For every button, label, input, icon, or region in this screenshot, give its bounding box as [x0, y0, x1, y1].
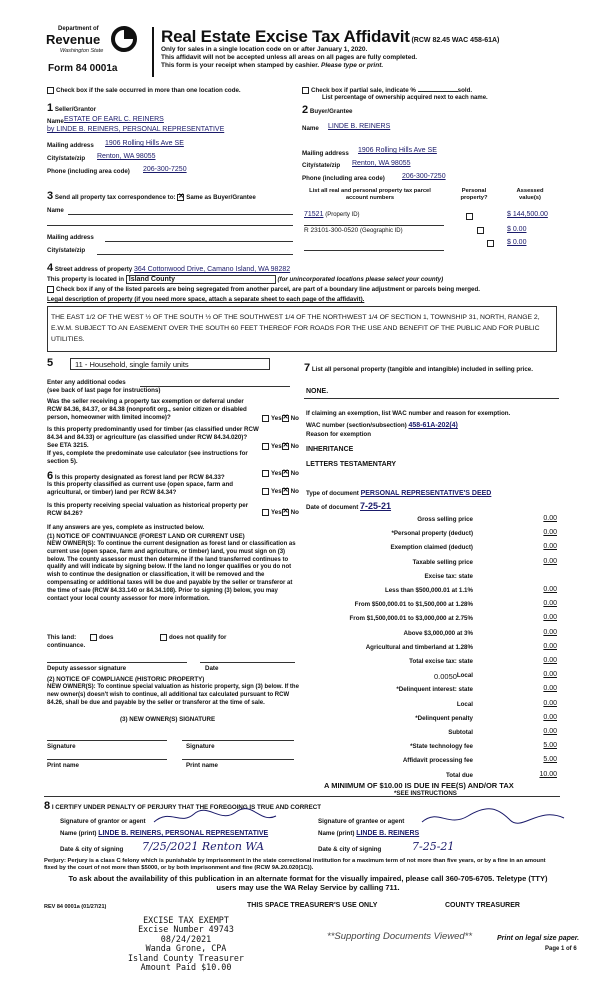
buyer-phone-label: Phone (including area code): [302, 175, 385, 182]
current-use-no-checkbox[interactable]: [282, 488, 289, 495]
street-label: Street address of property: [54, 266, 133, 273]
seller-phone-label: Phone (including area code): [47, 168, 130, 175]
doi-logo-icon: [111, 26, 137, 52]
personal-prop-checkbox-3[interactable]: [487, 240, 494, 247]
certify-text: I CERTIFY UNDER PENALTY OF PERJURY THAT THE FOREGOING IS TRUE AND CORRECT: [51, 804, 322, 811]
does-label: does: [99, 634, 114, 642]
stamp-line-1: EXCISE TAX EXEMPT: [143, 915, 229, 925]
calc-value[interactable]: 5.00: [543, 742, 557, 749]
multi-location-label: Check box if the sale occurred in more than one location code.: [56, 87, 241, 95]
calc-label: *Delinquent penalty: [415, 715, 473, 722]
corr-label: Send all property tax correspondence to:: [54, 194, 176, 201]
land-use-code-select[interactable]: 11 - Household, single family units: [70, 358, 270, 370]
grantor-print-name[interactable]: LINDE B. REINERS, PERSONAL REPRESENTATIVE: [98, 830, 269, 837]
reason-line-2[interactable]: LETTERS TESTAMENTARY: [306, 461, 397, 468]
multi-location-checkbox[interactable]: [47, 87, 54, 94]
state-label: Washington State: [60, 48, 104, 54]
reason-line-1[interactable]: INHERITANCE: [306, 446, 354, 453]
wac-label: WAC number (section/subsection): [306, 422, 407, 429]
buyer-name[interactable]: LINDE B. REINERS: [328, 123, 391, 130]
owner-sig-label-1: Signature: [47, 743, 76, 750]
dept-label: Department of: [58, 26, 99, 32]
personal-property-label: List all personal property (tangible and intangible) included in selling price.: [311, 366, 533, 373]
corr-name-line[interactable]: [68, 214, 293, 215]
exemption-question: Was the seller receiving a property tax exemption or deferral under RCW 84.36, 84.37, or 84.38 (nonprofit org., senior citizen or disabled person, homeowner with limited income)?: [47, 398, 247, 421]
calc-value[interactable]: 0.00: [543, 586, 557, 593]
historic-yes-checkbox[interactable]: [262, 509, 269, 516]
stamp-line-6: Amount Paid $10.00: [140, 962, 232, 973]
additional-codes-hint: (see back of last page for instructions): [47, 387, 161, 394]
forest-yes-label: Yes: [271, 470, 282, 478]
calc-label: Total due: [445, 772, 473, 779]
q2-yes-label: Yes: [271, 443, 282, 451]
q2-yes-checkbox[interactable]: [262, 443, 269, 450]
calc-value[interactable]: 0.00: [543, 671, 557, 678]
does-checkbox[interactable]: [90, 634, 97, 641]
parcels-header: List all real and personal property tax parcel account numbers: [309, 188, 431, 202]
grantor-date-label: Date & city of signing: [60, 846, 124, 853]
parcel-id-2[interactable]: R 23101-300-0520: [304, 227, 359, 234]
historic-no-checkbox[interactable]: [282, 509, 289, 516]
doc-type[interactable]: PERSONAL REPRESENTATIVE'S DEED: [360, 490, 492, 497]
parcel-row-1: [304, 211, 444, 220]
parcel-id-2-type: (Geographic ID): [359, 228, 403, 234]
legal-paper-note: Print on legal size paper.: [497, 935, 580, 942]
assessed-value-2[interactable]: $ 0.00: [507, 226, 527, 233]
calc-value[interactable]: 0.00: [543, 714, 557, 721]
does-not-label: does not qualify for: [169, 634, 227, 642]
q1-yes-checkbox[interactable]: [262, 415, 269, 422]
current-use-no-label: No: [290, 488, 299, 496]
owner-sig-label-2: Signature: [186, 743, 215, 750]
header-note-3b: Please type or print.: [321, 62, 384, 70]
revenue-logo: [46, 26, 146, 56]
local-rate: 0.0050: [434, 672, 457, 681]
calc-label: *State technology fee: [410, 743, 473, 750]
corr-city-line[interactable]: [97, 254, 293, 255]
same-as-buyer-label: Same as Buyer/Grantee: [186, 194, 256, 201]
calc-value[interactable]: 0.00: [543, 558, 557, 565]
parcel-id-1[interactable]: 71521: [304, 211, 324, 218]
s7-divider: [304, 398, 559, 399]
seller-mail[interactable]: 1906 Rolling Hills Ave SE: [105, 140, 184, 147]
current-use-question: Is this property classified as current use (open space, farm and agricultural, or timber) land per RCW 84.34?: [47, 481, 234, 496]
minimum-notice: A MINIMUM OF $10.00 IS DUE IN FEE(S) AND/OR TAX: [324, 781, 514, 790]
parcel-row-3-line[interactable]: [304, 250, 444, 251]
location-note: (for unincorporated locations please select your county): [277, 276, 444, 283]
forest-no-label: No: [290, 470, 299, 478]
rev-number: REV 84 0001a (01/27/21): [44, 904, 107, 910]
header-note-3: This form is your receipt when stamped by cashier.: [161, 62, 320, 70]
assessed-value-3[interactable]: $ 0.00: [507, 239, 527, 246]
calc-label: Agricultural and timberland at 1.28%: [365, 644, 473, 651]
q2-no-label: No: [290, 443, 299, 451]
calc-label: *Delinquent interest: state: [396, 686, 473, 693]
grantor-sig-label: Signature of grantor or agent: [60, 818, 146, 825]
legal-desc-label: Legal description of property (if you need more space, attach a separate sheet to each page of the affidavit).: [47, 296, 365, 303]
deputy-date-label: Date: [205, 665, 219, 672]
seller-name-1[interactable]: ESTATE OF EARL C. REINERS: [64, 116, 164, 123]
historic-yes-label: Yes: [271, 509, 282, 517]
grantee-print-name[interactable]: LINDE B. REINERS: [356, 830, 420, 837]
deputy-sig-label: Deputy assessor signature: [47, 665, 127, 672]
assessed-value-1[interactable]: $ 144,500.00: [507, 211, 548, 218]
treasurer-use: THIS SPACE TREASURER'S USE ONLY: [247, 902, 378, 909]
calc-label: Affidavit processing fee: [402, 757, 473, 764]
partial-sale-checkbox[interactable]: [302, 87, 309, 94]
seller-name-label: Name: [47, 118, 64, 125]
page-title: Real Estate Excise Tax Affidavit: [161, 27, 410, 46]
grantee-sig-label: Signature of grantee or agent: [318, 818, 405, 825]
calc-value[interactable]: 0.00: [543, 700, 557, 707]
stamp-line-2: Excise Number 49743: [138, 924, 234, 935]
stamp-line-4: Wanda Grone, CPA: [145, 943, 227, 954]
doc-date-label: Date of document: [306, 504, 359, 511]
q1-no-checkbox[interactable]: [282, 415, 289, 422]
treasurer-stamp: [126, 916, 246, 972]
corr-name-line-2[interactable]: [47, 225, 293, 226]
parcel-id-1-type: (Property ID): [325, 212, 360, 218]
corr-city-label: City/state/zip: [47, 247, 86, 254]
calc-value[interactable]: 10.00: [539, 771, 557, 778]
calc-value[interactable]: 0.00: [543, 685, 557, 692]
partial-sale-label: Check box if partial sale, indicate %: [311, 87, 416, 95]
calc-value[interactable]: 0.00: [543, 629, 557, 636]
notice-continuance-heading: (1) NOTICE OF CONTINUANCE (FOREST LAND OR CURRENT USE): [47, 533, 245, 540]
seller-phone[interactable]: 206-300-7250: [143, 166, 187, 173]
corr-mail-line[interactable]: [105, 241, 293, 242]
location-label: This property is located in: [47, 276, 125, 283]
segregated-label: Check box if any of the listed parcels are being segregated from another parcel, are part of a boundary line adjustment or parcels being merged.: [56, 286, 480, 294]
grantor-date-city[interactable]: 7/25/2021 Renton WA: [142, 840, 265, 853]
county-select[interactable]: Island County: [126, 275, 276, 284]
calc-label: Exemption claimed (deduct): [390, 544, 473, 551]
seller-mail-label: Mailing address: [47, 142, 94, 149]
deputy-signature-line[interactable]: [47, 662, 187, 663]
calc-label: From $1,500,000.01 to $3,000,000 at 2.75%: [349, 615, 473, 622]
alt-format-notice: To ask about the availability of this publication in an alternate format for the visually impaired, please call 360-705-6705. Teletype (TTY) users may use the WA Relay Service by calling 711.: [68, 874, 548, 892]
calc-label: Subtotal: [448, 729, 473, 736]
seller-heading: Seller/Grantor: [54, 106, 97, 113]
seller-city-label: City/state/zip: [47, 155, 86, 162]
s8-divider: [44, 796, 560, 797]
personal-prop-checkbox-1[interactable]: [466, 213, 473, 220]
county-treasurer: COUNTY TREASURER: [445, 902, 520, 909]
owner-print-label-1: Print name: [47, 762, 79, 769]
same-as-buyer-checkbox[interactable]: [177, 194, 184, 201]
continuance-label: continuance.: [47, 642, 86, 649]
buyer-city-label: City/state/zip: [302, 162, 341, 169]
see-instructions: *SEE INSTRUCTIONS: [394, 790, 457, 797]
perjury-notice: Perjury: Perjury is a class C felony which is punishable by imprisonment in the state correctional institution for a maximum term of not more than five years, or by a fine in an amount fixed by the court of not more than $5000, or by both imprisonment and fine (RCW 9A.20.020(1C)).: [44, 858, 546, 872]
seller-city[interactable]: Renton, WA 98055: [97, 153, 156, 160]
owner-sig-line-2[interactable]: [182, 740, 294, 741]
grantee-date[interactable]: 7-25-21: [412, 840, 455, 853]
header-divider: [152, 27, 154, 77]
form-number: Form 84 0001a: [48, 63, 118, 74]
calc-label: Above $3,000,000 at 3%: [403, 630, 473, 637]
personal-prop-checkbox-2[interactable]: [477, 227, 484, 234]
personal-property-value[interactable]: NONE.: [306, 388, 329, 395]
rcw-ref: (RCW 82.45 WAC 458-61A): [411, 37, 500, 44]
notice-compliance-heading: (2) NOTICE OF COMPLIANCE (HISTORIC PROPERTY): [47, 676, 205, 683]
forest-yes-checkbox[interactable]: [262, 470, 269, 477]
revenue-wordmark: Revenue: [46, 32, 101, 47]
personal-prop-header: Personal property?: [460, 188, 488, 202]
grantor-signature[interactable]: [150, 806, 280, 828]
pct-ownership-note: List percentage of ownership acquired next to each name.: [322, 95, 488, 101]
calc-label: *Personal property (deduct): [391, 530, 473, 537]
assessed-header: Assessed value(s): [516, 188, 544, 202]
historic-no-label: No: [290, 509, 299, 517]
current-use-yes-label: Yes: [271, 488, 282, 496]
segregated-checkbox[interactable]: [47, 286, 54, 293]
buyer-mail[interactable]: 1906 Rolling Hills Ave SE: [358, 147, 437, 154]
street-address[interactable]: 364 Cottonwood Drive, Camano Island, WA 98282: [133, 266, 291, 273]
current-use-yes-checkbox[interactable]: [262, 488, 269, 495]
calc-label: From $500,000.01 to $1,500,000 at 1.28%: [354, 601, 473, 608]
wac-number[interactable]: 458-61A-202(4): [408, 422, 458, 429]
does-not-checkbox[interactable]: [160, 634, 167, 641]
seller-name-2[interactable]: by LINDE B. REINERS, PERSONAL REPRESENTATIVE: [47, 126, 225, 133]
additional-codes-label: Enter any additional codes: [47, 379, 126, 386]
supporting-docs: **Supporting Documents Viewed**: [327, 931, 473, 942]
corr-name-label: Name: [47, 207, 64, 214]
calc-value[interactable]: 0.00: [543, 529, 557, 536]
calc-value[interactable]: 0.00: [543, 543, 557, 550]
calculator-note: If yes, complete the predominate use calculator (see instructions for section 5).: [47, 450, 248, 465]
grantor-print-label: Name (print): [60, 830, 97, 837]
notice-compliance-text: NEW OWNER(S): To continue special valuation as historic property, sign (3) below. If the new owner(s) doesn't wish to continue, all additional tax calculated pursuant to RCW 84.26, shall be due and payable by the seller or transferor at the time of sale.: [47, 684, 299, 706]
owner-sig-line-1[interactable]: [47, 740, 167, 741]
sold-label: sold.: [457, 87, 473, 95]
yes-instructions: If any answers are yes, complete as instructed below.: [47, 524, 205, 531]
owner-print-line-1[interactable]: [47, 759, 167, 760]
q2-no-checkbox[interactable]: [282, 443, 289, 450]
calc-value[interactable]: 0.00: [543, 515, 557, 522]
calc-label: Taxable selling price: [412, 559, 473, 566]
corr-mail-label: Mailing address: [47, 234, 94, 241]
additional-codes-line[interactable]: [140, 386, 290, 387]
calc-value[interactable]: 0.00: [543, 600, 557, 607]
q1-no-label: No: [290, 415, 299, 423]
page-number: Page 1 of 6: [545, 946, 577, 952]
calc-label: Less than $500,000.01 at 1.1%: [384, 587, 473, 594]
calc-label: Local: [456, 672, 473, 679]
q1-yes-label: Yes: [271, 415, 282, 423]
this-land-label: This land:: [47, 634, 77, 641]
notice-continuance-text: NEW OWNER(S): To continue the current designation as forest land or classification as current use (open space, farm and agriculture, or timber) land, you must sign on (3) below. The county assessor must then determine if the land transferred continues to qualify and will indicate by signing below. If the land no longer qualifies or you do not wish to continue the designation or classification, it will be removed and the compensating or additional taxes will be due and payable by the seller or transferor at the time of sale (RCW 84.33.140 or 84.34.108). Prior to signing (3) below, you may contact your local county assessor for more information.: [47, 541, 296, 602]
stamp-line-3: 08/24/2021: [160, 933, 212, 944]
calc-value[interactable]: 5.00: [543, 756, 557, 763]
reason-label: Reason for exemption: [306, 431, 371, 438]
buyer-name-label: Name: [302, 125, 319, 132]
buyer-phone[interactable]: 206-300-7250: [402, 173, 446, 180]
calc-value[interactable]: 0.00: [543, 643, 557, 650]
grantee-signature[interactable]: [418, 804, 568, 832]
doc-date[interactable]: 7-25-21: [360, 501, 392, 511]
forest-no-checkbox[interactable]: [282, 470, 289, 477]
exemption-claim-label: If claiming an exemption, list WAC number and reason for exemption.: [306, 410, 511, 417]
header-note-1: Only for sales in a single location code on or after January 1, 2020.: [161, 46, 368, 53]
new-owner-sig-heading: (3) NEW OWNER(S) SIGNATURE: [120, 716, 216, 723]
calc-value[interactable]: 0.00: [543, 614, 557, 621]
calc-label: Total excise tax: state: [409, 658, 473, 665]
header-note-2: This affidavit will not be accepted unless all areas on all pages are fully completed.: [161, 54, 418, 62]
grantee-print-label: Name (print): [318, 830, 355, 837]
calc-label: Local: [456, 701, 473, 708]
legal-description-field[interactable]: THE EAST 1/2 OF THE WEST ½ OF THE SOUTH ½ OF THE SOUTHWEST 1/4 OF THE NORTHWEST 1/4 OF SECTION 1, TOWNSHIP 31, NORTH, RANGE 2, E.W.M. SUBJECT TO AN EASEMENT OVER THE SOUTH 60 FEET THEREOF FOR ROADS FOR THE USE AND BENEFIT OF THE PUBLIC AND FOR PUBLIC UTILITIES.: [47, 306, 557, 352]
doc-type-label: Type of document: [306, 490, 359, 497]
owner-print-label-2: Print name: [186, 762, 218, 769]
calc-label: Gross selling price: [417, 516, 473, 523]
stamp-line-5: Island County Treasurer: [128, 952, 244, 963]
buyer-city[interactable]: Renton, WA 98055: [352, 160, 411, 167]
calc-label: Excise tax: state: [424, 573, 473, 580]
forest-question: Is this property designated as forest land per RCW 84.33?: [54, 474, 225, 481]
timber-question: Is this property predominantly used for timber (as classified under RCW 84.34 and 84.33) or agriculture (as classified under RCW 84.34.020)? See ETA 3215.: [47, 426, 259, 449]
calc-value[interactable]: 0.00: [543, 728, 557, 735]
buyer-heading: Buyer/Grantee: [309, 108, 353, 115]
historic-question: Is this property receiving special valuation as historical property per RCW 84.26?: [47, 502, 249, 517]
grantee-date-label: Date & city of signing: [318, 846, 382, 853]
buyer-mail-label: Mailing address: [302, 150, 349, 157]
calc-value[interactable]: 0.00: [543, 657, 557, 664]
